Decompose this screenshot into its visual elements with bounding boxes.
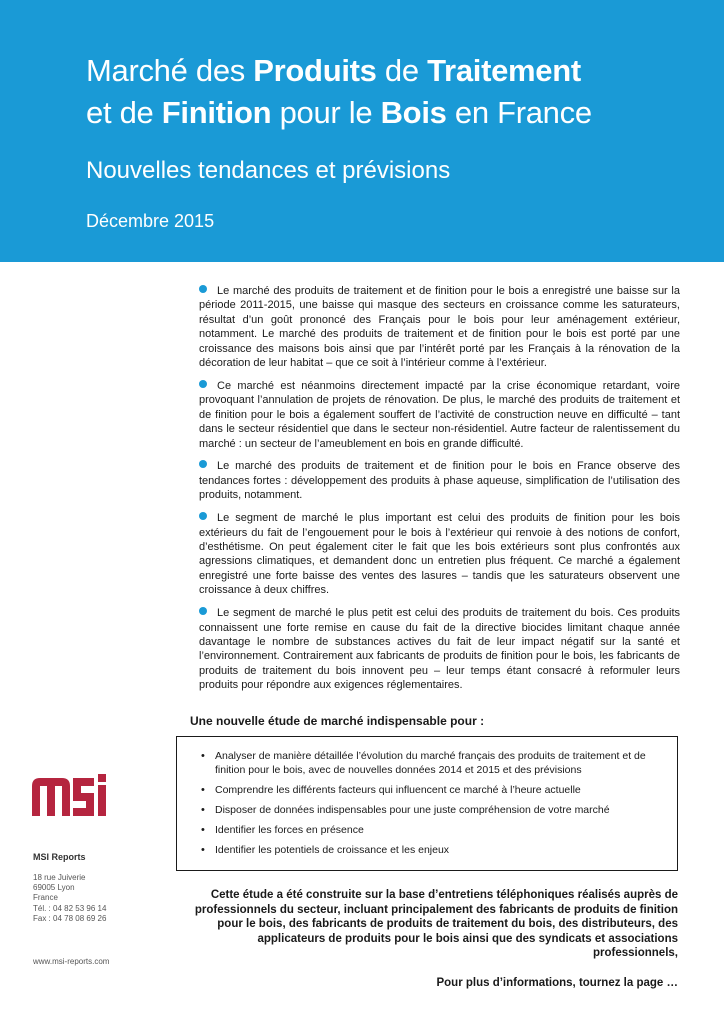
more-info-link[interactable]: Pour plus d’informations, tournez la page … — [436, 977, 678, 989]
paragraph: Le segment de marché le plus important est celui des produits de finition pour les bois extérieurs du fait de l’engouement pour le bois à l’extérieur qui renvoie à des notions de confort, d’esthétisme. On peut également citer le fait que les bois extérieurs sont plus confrontés aux agressions climatiques, et demandent donc un entretien plus fréquent. Ce marché a également enregistré une forte baisse des ventes des lasures – tandis que les saturateurs observent une croissance à deux chiffres. — [199, 512, 680, 597]
benefits-list — [201, 750, 663, 857]
closing-statement: Cette étude a été construite sur la base d’entretiens téléphoniques réalisés auprès de professionnels du secteur, incluant principalement des fabricants de produits de finition pour le bois, des fabricants de produits de traitement du bois, des distributeurs, des applicateurs de produits pour le bois ainsi que des syndicats et associations professionnels, — [194, 889, 678, 960]
list-item: • Identifier les potentiels de croissance et les enjeux — [201, 844, 663, 858]
bullet-icon — [199, 607, 207, 615]
benefits-box — [176, 736, 678, 871]
paragraph: Ce marché est néanmoins directement impacté par la crise économique retardant, voire provoquant l’annulation de projets de rénovation. De plus, le marché des produits de traitement et de finition pour le bois a également souffert de l’activité de construction neuve en difficulté – tant dans le secteur résidentiel que dans le secteur non-résidentiel. Autre facteur de ralentissement du marché : un secteur de l’ameublement en bois en grande difficulté. — [199, 379, 680, 450]
paragraph: Le marché des produits de traitement et de finition pour le bois en France observe des tendances fortes : développement des produits à phase aqueuse, simplification de l’utilisation des produits, notamment. — [199, 460, 680, 502]
list-item: • Disposer de données indispensables pour une juste compréhension de votre marché — [201, 804, 663, 818]
list-item: • Analyser de manière détaillée l’évolution du marché français des produits de traitement et de finition pour le bois, avec de nouvelles données 2014 et 2015 et des prévisions — [201, 750, 663, 777]
website-link[interactable]: www.msi-reports.com — [33, 957, 110, 966]
msi-logo — [32, 772, 116, 823]
bullet-icon — [199, 285, 207, 293]
bullet-icon — [199, 380, 207, 388]
company-name: MSI Reports — [33, 852, 86, 862]
box-heading: Une nouvelle étude de marché indispensable pour : — [190, 714, 485, 728]
paragraph: Le segment de marché le plus petit est celui des produits de traitement du bois. Ces produits connaissent une forte remise en cause du fait de la directive biocides limitant chaque année davantage le nombre de substances actives du fait de leur impact négatif sur la santé et l’environnement. Contrairement aux fabricants de produits de finition pour le bois, les fabricants de produits de traitement du bois innovent peu – leur temps étant consacré à reformuler leurs produits pour répondre aux exigences réglementaires. — [199, 607, 680, 692]
list-item: • Identifier les forces en présence — [201, 824, 663, 838]
page-title: Marché des Produits de Traitement et de Finition pour le Bois en France — [86, 53, 592, 130]
page-subtitle: Nouvelles tendances et prévisions — [86, 157, 451, 184]
list-item: • Comprendre les différents facteurs qui influencent ce marché à l’heure actuelle — [201, 784, 663, 798]
bullet-icon — [199, 512, 207, 520]
bullet-icon — [199, 460, 207, 468]
paragraph: Le marché des produits de traitement et de finition pour le bois a enregistré une baisse sur la période 2011-2015, une baisse qui masque des secteurs en croissance comme les saturateurs, résultat d’un goût prononcé des Français pour le bois pour leur aménagement extérieur, notamment. Le marché des produits de traitement et de finition pour le bois est porté par une croissance des maisons bois ainsi que par l’intérêt porté par les Français à la rénovation de la décoration de leur habitat – que ce soit à l’intérieur comme à l’extérieur. — [199, 285, 680, 370]
msi-logo-mark — [32, 772, 116, 818]
header-banner — [0, 0, 724, 262]
publication-date: Décembre 2015 — [86, 211, 215, 231]
company-address: 18 rue Juiverie 69005 Lyon France Tél. : 04 82 53 96 14 Fax : 04 78 08 69 26 — [33, 873, 107, 923]
main-content — [199, 284, 680, 701]
